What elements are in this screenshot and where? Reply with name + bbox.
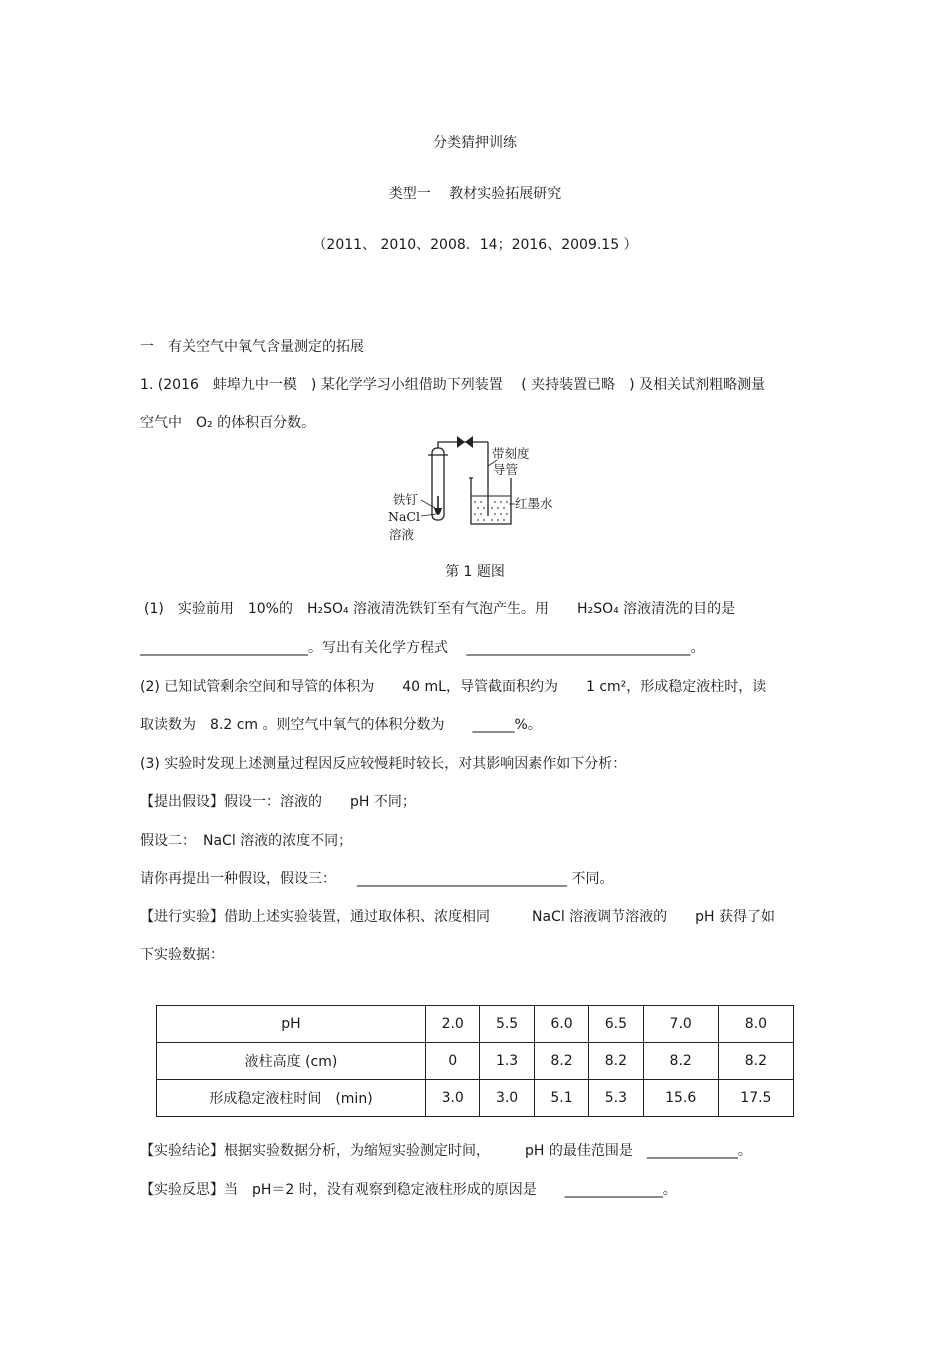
part1-line1: (1) 实验前用 10%的 H₂SO₄ 溶液清洗铁钉至有气泡产生。用 H₂SO₄ 溶液清洗的目的是 (144, 601, 736, 617)
label-nacl: NaCl (388, 509, 420, 524)
part3-line1: (3) 实验时发现上述测量过程因反应较慢耗时较长，对其影响因素作如下分析： (140, 756, 627, 772)
label-iron-nail: 铁钉 (393, 492, 419, 507)
hypothesis-1: 【提出假设】假设一：溶液的 pH 不同； (140, 794, 416, 810)
table-cell: 15.6 (643, 1080, 718, 1117)
exam-years: （2011、 2010、2008．14；2016、2009.15 ） (312, 237, 638, 253)
part2-line1: (2) 已知试管剩余空间和导管的体积为 40 mL，导管截面积约为 1 cm²，形成稳定液柱时，读 (140, 679, 767, 695)
experiment-data-table (156, 1005, 794, 1117)
table-row (157, 1006, 794, 1043)
table-cell: 8.2 (534, 1043, 588, 1080)
section-heading: 一 有关空气中氧气含量测定的拓展 (140, 339, 364, 355)
table-cell: 6.0 (534, 1006, 588, 1043)
experiment-reflection: 【实验反思】当 pH＝2 时，没有观察到稳定液柱形成的原因是 ______________。 (140, 1182, 677, 1198)
question-intro-line2: 空气中 O₂ 的体积百分数。 (140, 415, 316, 431)
label-red-ink: 红墨水 (515, 496, 553, 511)
table-cell: 8.0 (718, 1006, 793, 1043)
table-cell: 3.0 (480, 1080, 534, 1117)
table-cell: 1.3 (480, 1043, 534, 1080)
table-cell: 8.2 (643, 1043, 718, 1080)
table-row (157, 1080, 794, 1117)
part1-line2: ________________________。写出有关化学方程式 ________________________________。 (140, 640, 705, 656)
experiment-line1: 【进行实验】借助上述实验装置，通过取体积、浓度相同 NaCl 溶液调节溶液的 pH 获得了如 (140, 909, 776, 925)
table-cell: 5.1 (534, 1080, 588, 1117)
part2-line2: 取读数为 8.2 cm 。则空气中氧气的体积分数为 ______%。 (140, 717, 542, 733)
apparatus-figure (385, 430, 570, 550)
table-cell: 7.0 (643, 1006, 718, 1043)
table-cell: 6.5 (589, 1006, 643, 1043)
row-label: pH (157, 1006, 426, 1043)
label-solution: 溶液 (389, 527, 415, 542)
hypothesis-2: 假设二： NaCl 溶液的浓度不同； (140, 833, 353, 849)
label-graduated: 带刻度 (492, 446, 530, 461)
row-label: 液柱高度 (cm) (157, 1043, 426, 1080)
table-row (157, 1043, 794, 1080)
table-cell: 0 (426, 1043, 480, 1080)
hypothesis-3: 请你再提出一种假设，假设三： ______________________________ 不同。 (140, 871, 614, 887)
table-cell: 5.3 (589, 1080, 643, 1117)
question-intro-line1: 1. (2016 蚌埠九中一模 ) 某化学学习小组借助下列装置 ( 夹持装置已略 ) 及相关试剂粗略测量 (140, 377, 766, 393)
table-cell: 8.2 (589, 1043, 643, 1080)
experiment-line2: 下实验数据： (140, 947, 224, 963)
table-cell: 17.5 (718, 1080, 793, 1117)
table-cell: 3.0 (426, 1080, 480, 1117)
page-title: 分类猜押训练 (433, 135, 517, 151)
figure-caption: 第 1 题图 (445, 564, 505, 580)
row-label: 形成稳定液柱时间 (min) (157, 1080, 426, 1117)
page-subtitle: 类型一 教材实验拓展研究 (388, 186, 562, 202)
experiment-conclusion: 【实验结论】根据实验数据分析，为缩短实验测定时间， pH 的最佳范围是 _____________。 (140, 1143, 752, 1159)
table-cell: 5.5 (480, 1006, 534, 1043)
table-cell: 2.0 (426, 1006, 480, 1043)
table-cell: 8.2 (718, 1043, 793, 1080)
label-tube: 导管 (493, 462, 519, 477)
